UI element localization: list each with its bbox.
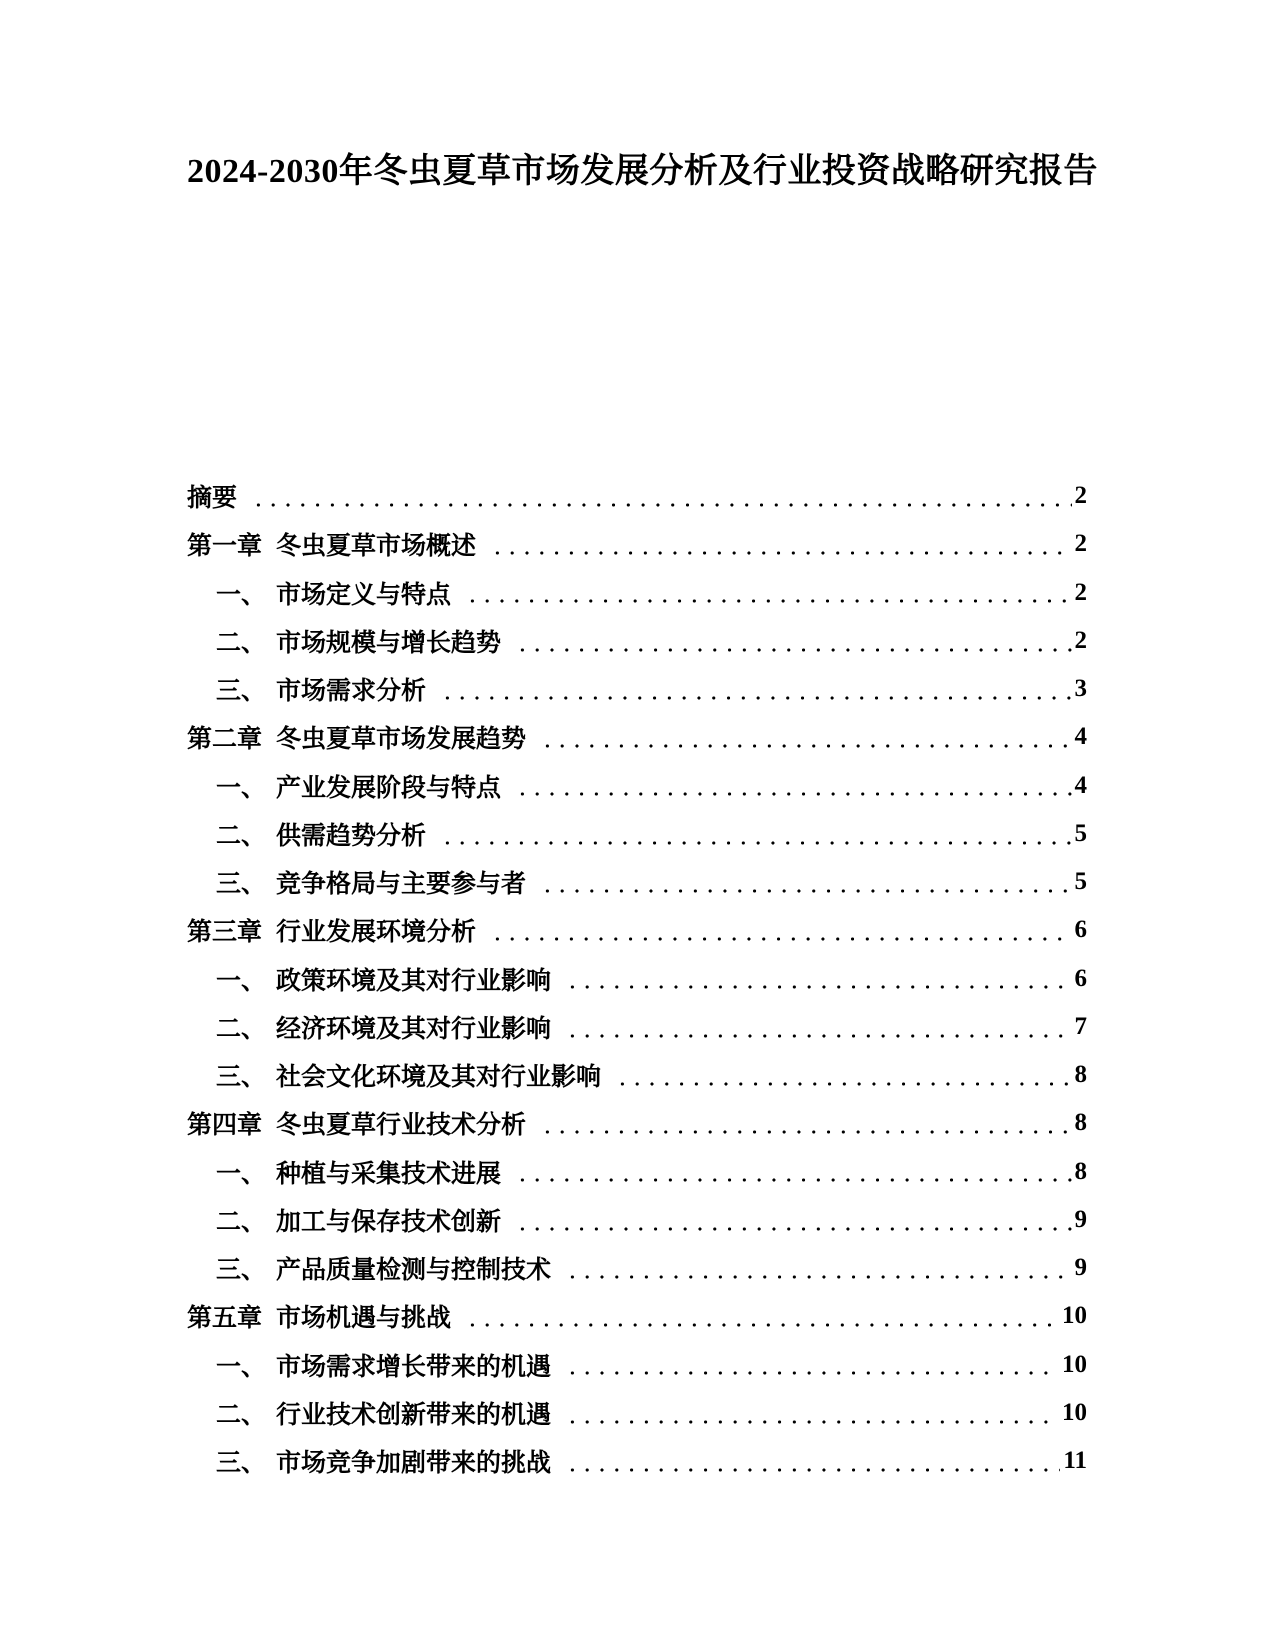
- toc-entry[interactable]: [187, 906, 1087, 954]
- toc-entry-page: 9: [1074, 1205, 1087, 1233]
- toc-entry[interactable]: [187, 1148, 1087, 1196]
- dot-leader: [536, 1099, 1071, 1147]
- dot-leader: [247, 472, 1071, 520]
- toc-entry-label: 冬虫夏草行业技术分析: [276, 1112, 527, 1140]
- toc-entry-marker: 一、: [216, 581, 267, 609]
- toc-entry-label: 市场竞争加剧带来的挑战: [276, 1450, 552, 1478]
- toc-entry[interactable]: [187, 1051, 1087, 1099]
- toc-entry-marker: 三、: [216, 871, 267, 899]
- toc-entry-marker: 三、: [216, 1257, 267, 1285]
- toc-entry-marker: 二、: [216, 1401, 267, 1429]
- toc-entry-marker: 二、: [216, 1208, 267, 1236]
- dot-leader: [436, 810, 1071, 858]
- toc-entry-marker: 第五章: [187, 1305, 263, 1333]
- toc-entry-label: 行业发展环境分析: [276, 919, 477, 947]
- toc-entry-page: 10: [1062, 1350, 1087, 1378]
- toc-entry[interactable]: [187, 1341, 1087, 1389]
- toc-entry-label: 冬虫夏草市场发展趋势: [276, 726, 527, 754]
- toc-entry[interactable]: [187, 955, 1087, 1003]
- toc-entry[interactable]: [187, 665, 1087, 713]
- toc-entry-page: 8: [1074, 1157, 1087, 1185]
- toc-entry-page: 4: [1074, 723, 1087, 751]
- toc-entry[interactable]: [187, 520, 1087, 568]
- toc-entry-marker: 三、: [216, 1450, 267, 1478]
- toc-entry[interactable]: [187, 1196, 1087, 1244]
- dot-leader: [561, 1389, 1059, 1437]
- toc-entry[interactable]: [187, 810, 1087, 858]
- dot-leader: [561, 1341, 1059, 1389]
- toc-entry-page: 6: [1074, 916, 1087, 944]
- toc-entry-marker: 一、: [216, 1160, 267, 1188]
- toc-entry-label: 社会文化环境及其对行业影响: [276, 1064, 602, 1092]
- dot-leader: [561, 1437, 1060, 1485]
- dot-leader: [561, 1003, 1071, 1051]
- toc-entry-page: 6: [1074, 964, 1087, 992]
- dot-leader: [461, 569, 1071, 617]
- toc-entry-label: 行业技术创新带来的机遇: [276, 1401, 552, 1429]
- toc-entry-label: 市场机遇与挑战: [276, 1305, 452, 1333]
- toc-entry-label: 冬虫夏草市场概述: [276, 533, 477, 561]
- toc-entry-marker: 一、: [216, 967, 267, 995]
- toc-entry-marker: 二、: [216, 629, 267, 657]
- dot-leader: [611, 1051, 1071, 1099]
- toc-entry-marker: 第四章: [187, 1112, 263, 1140]
- toc-entry-label: 市场规模与增长趋势: [276, 629, 502, 657]
- dot-leader: [511, 1148, 1071, 1196]
- toc-entry[interactable]: [187, 617, 1087, 665]
- toc-entry-label: 产业发展阶段与特点: [276, 774, 502, 802]
- dot-leader: [486, 906, 1071, 954]
- toc-entry-label: 种植与采集技术进展: [276, 1160, 502, 1188]
- dot-leader: [511, 1196, 1071, 1244]
- toc-entry-label: 摘要: [187, 485, 238, 513]
- toc-entry-label: 市场需求增长带来的机遇: [276, 1353, 552, 1381]
- toc-entry-marker: 一、: [216, 774, 267, 802]
- toc-entry-marker: 第一章: [187, 533, 263, 561]
- toc-entry[interactable]: [187, 1244, 1087, 1292]
- toc-entry-label: 供需趋势分析: [276, 822, 427, 850]
- toc-entry-label: 经济环境及其对行业影响: [276, 1015, 552, 1043]
- table-of-contents: [187, 472, 1087, 1485]
- toc-entry[interactable]: [187, 472, 1087, 520]
- toc-entry-label: 加工与保存技术创新: [276, 1208, 502, 1236]
- dot-leader: [561, 1244, 1071, 1292]
- toc-entry[interactable]: [187, 569, 1087, 617]
- document-title: 2024-2030年冬虫夏草市场发展分析及行业投资战略研究报告: [187, 153, 1098, 190]
- toc-entry-marker: 三、: [216, 1064, 267, 1092]
- toc-entry-marker: 二、: [216, 1015, 267, 1043]
- toc-entry-marker: 第二章: [187, 726, 263, 754]
- dot-leader: [486, 520, 1071, 568]
- dot-leader: [536, 713, 1071, 761]
- toc-entry-label: 政策环境及其对行业影响: [276, 967, 552, 995]
- toc-entry-marker: 第三章: [187, 919, 263, 947]
- dot-leader: [511, 617, 1071, 665]
- toc-entry-page: 10: [1062, 1302, 1087, 1330]
- dot-leader: [436, 665, 1071, 713]
- toc-entry-page: 3: [1074, 675, 1087, 703]
- toc-entry-marker: 三、: [216, 678, 267, 706]
- toc-entry-page: 7: [1074, 1012, 1087, 1040]
- toc-entry-page: 8: [1074, 1061, 1087, 1089]
- toc-entry-page: 5: [1074, 868, 1087, 896]
- toc-entry-marker: 二、: [216, 822, 267, 850]
- toc-entry-page: 10: [1062, 1398, 1087, 1426]
- toc-entry-page: 2: [1074, 578, 1087, 606]
- toc-entry-label: 竞争格局与主要参与者: [276, 871, 527, 899]
- toc-entry[interactable]: [187, 1437, 1087, 1485]
- toc-entry-label: 市场需求分析: [276, 678, 427, 706]
- dot-leader: [461, 1292, 1059, 1340]
- toc-entry-page: 9: [1074, 1254, 1087, 1282]
- toc-entry-marker: 一、: [216, 1353, 267, 1381]
- toc-entry-page: 4: [1074, 771, 1087, 799]
- dot-leader: [536, 858, 1071, 906]
- toc-entry[interactable]: [187, 1003, 1087, 1051]
- toc-entry[interactable]: [187, 713, 1087, 761]
- toc-entry-label: 市场定义与特点: [276, 581, 452, 609]
- toc-entry-page: 8: [1074, 1109, 1087, 1137]
- toc-entry-label: 产品质量检测与控制技术: [276, 1257, 552, 1285]
- toc-entry-page: 2: [1074, 626, 1087, 654]
- toc-entry[interactable]: [187, 1292, 1087, 1340]
- toc-entry-page: 11: [1063, 1447, 1087, 1475]
- dot-leader: [561, 955, 1071, 1003]
- toc-entry[interactable]: [187, 1389, 1087, 1437]
- dot-leader: [511, 762, 1071, 810]
- toc-entry[interactable]: [187, 1099, 1087, 1147]
- toc-entry-page: 2: [1074, 530, 1087, 558]
- toc-entry-page: 2: [1074, 482, 1087, 510]
- toc-entry[interactable]: [187, 858, 1087, 906]
- toc-entry[interactable]: [187, 762, 1087, 810]
- toc-entry-page: 5: [1074, 819, 1087, 847]
